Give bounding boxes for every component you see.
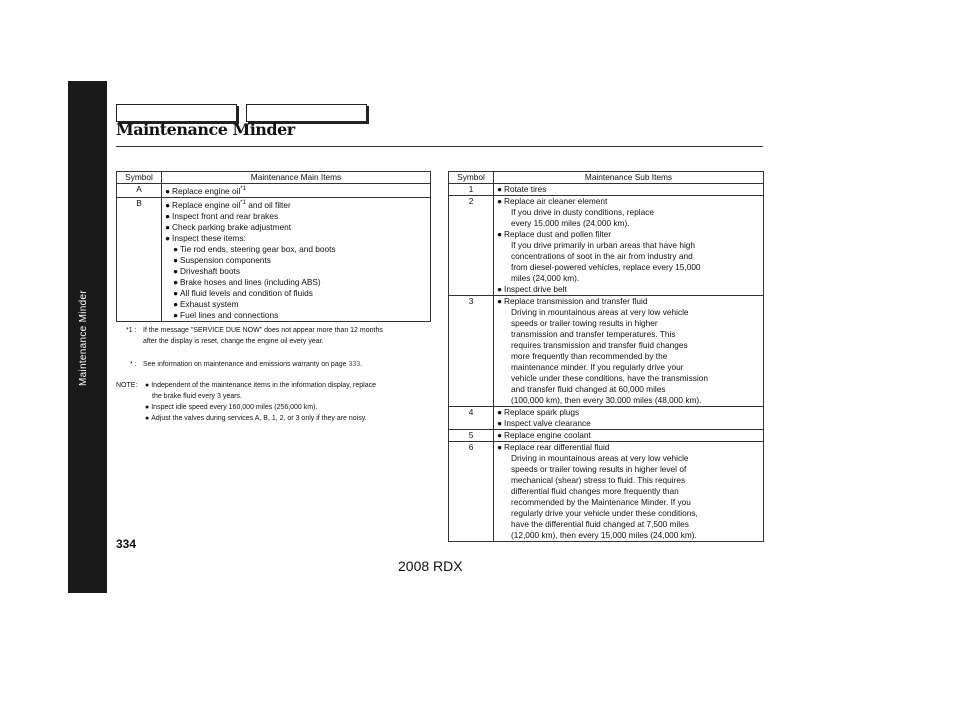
item-text: Replace engine coolant [504,430,591,440]
list-item [497,207,760,218]
sidebar-label: Maintenance Minder [78,290,89,387]
item-text: have the differential fluid changed at 7,500 miles [511,519,689,529]
symbol-cell: 5 [449,430,494,442]
footnote-1-continued: after the display is reset, change the engine oil every year. [143,338,324,345]
item-text: miles (24,000 km). [511,273,580,283]
item-text: requires transmission and transfer fluid changes [511,340,688,350]
bullet-icon: ● [145,382,150,389]
list-item [497,184,760,195]
items-cell [494,407,764,430]
item-text: Replace air cleaner element [504,196,608,206]
item-text: Replace engine oil [172,199,241,210]
item-text: concentrations of soot in the air from industry and [511,251,693,261]
item-text: Fuel lines and connections [180,309,279,320]
list-item [165,184,427,197]
column-header-sub-items: Maintenance Sub Items [494,172,764,184]
note-text: Inspect idle speed every 160,000 miles (256,000 km). [151,404,318,411]
column-header-symbol: Symbol [117,172,162,184]
list-item [497,273,760,284]
table-row [449,430,764,442]
item-text: Suspension components [180,254,271,265]
bullet-icon: ● [497,430,503,440]
item-text: If you drive in dusty conditions, replace [511,207,654,217]
note-item-3 [145,413,367,424]
list-item [497,262,760,273]
bullet-icon: ● [497,284,503,294]
bullet-icon: ● [497,196,503,206]
item-text: and transfer fluid changed at 60,000 miles [511,384,666,394]
bullet-icon: ● [173,265,179,276]
note-text: Adjust the valves during services A, B, 1, 2, or 3 only if they are noisy. [151,415,367,422]
item-text: Driveshaft boots [180,265,240,276]
item-text: speeds or trailer towing results in higher [511,318,658,328]
bullet-icon: ● [165,232,171,243]
list-item [165,233,427,244]
table-row [449,184,764,196]
item-text: Replace transmission and transfer fluid [504,296,648,306]
item-text: recommended by the Maintenance Minder. If you [511,497,691,507]
footnote-2-text: See information on maintenance and emissions warranty on page [143,361,349,368]
items-cell [162,184,431,198]
note-item-1 [145,380,376,391]
item-text: Inspect drive belt [504,284,567,294]
bullet-icon: ● [497,407,503,417]
list-item [497,296,760,307]
symbol-cell: 4 [449,407,494,430]
item-text: Replace rear differential fluid [504,442,610,452]
list-item [497,351,760,362]
page-number: 334 [116,537,137,551]
symbol-cell: 2 [449,196,494,296]
list-item [497,395,760,406]
item-text: more frequently than recommended by the [511,351,668,361]
page-title: Maintenance Minder [116,120,295,139]
footnote-2 [130,359,363,370]
main-items-table [116,171,431,322]
item-text: maintenance minder. If you regularly drive your [511,362,684,372]
bullet-icon: ● [173,309,179,320]
item-text: All fluid levels and condition of fluids [180,287,313,298]
list-item [497,196,760,207]
bullet-icon: ● [165,199,171,210]
item-text: Inspect these items: [172,232,246,243]
list-item [497,530,760,541]
bullet-icon: ● [173,287,179,298]
list-item [165,244,427,255]
table-row [449,196,764,296]
item-text: Brake hoses and lines (including ABS) [180,276,321,287]
sidebar-tab [68,81,107,593]
symbol-cell: A [117,184,162,198]
list-item [497,418,760,429]
bullet-icon: ● [173,298,179,309]
item-text: Inspect valve clearance [504,418,591,428]
items-cell [494,430,764,442]
list-item [497,497,760,508]
list-item [497,508,760,519]
symbol-cell: 6 [449,442,494,542]
list-item [497,318,760,329]
item-text: speeds or trailer towing results in higher level of [511,464,687,474]
items-cell [494,442,764,542]
list-item [497,284,760,295]
table-row [449,442,764,542]
item-text: (12,000 km), then every 15,000 miles (24,000 km). [511,530,697,540]
list-item [165,299,427,310]
list-item [497,240,760,251]
bullet-icon: ● [497,296,503,306]
bullet-icon: ● [497,442,503,452]
item-text: from diesel-powered vehicles, replace every 15,000 [511,262,701,272]
note-text: Independent of the maintenance items in the information display, replace [151,382,377,389]
bullet-icon: ● [145,404,150,411]
item-text: mechanical (shear) stress to fluid. This requires [511,475,686,485]
list-item [497,486,760,497]
list-item [497,218,760,229]
footnote-mark: *1 [240,186,246,192]
bullet-icon: ● [497,184,503,194]
list-item [497,407,760,418]
list-item [497,464,760,475]
bullet-icon: ● [165,210,171,221]
footnote-1 [126,325,383,336]
bullet-icon: ● [145,415,150,422]
footnote-text: If the message "SERVICE DUE NOW" does not appear more than 12 months [143,327,383,334]
symbol-cell: B [117,197,162,321]
items-cell [494,196,764,296]
item-text: Replace spark plugs [504,407,580,417]
list-item [497,430,760,441]
list-item [165,266,427,277]
item-text: Replace engine oil [172,185,241,196]
bullet-icon: ● [173,254,179,265]
item-text: Check parking brake adjustment [172,221,291,232]
list-item [165,288,427,299]
list-item [497,340,760,351]
footnote-mark: *1 [240,199,246,206]
bullet-icon: ● [497,418,503,428]
item-text: every 15,000 miles (24,000 km). [511,218,630,228]
symbol-cell: 3 [449,296,494,407]
column-header-main-items: Maintenance Main Items [162,172,431,184]
bullet-icon: ● [165,221,171,232]
item-text: Exhaust system [180,298,239,309]
footnote-2-end: . [360,361,363,368]
item-text: Replace dust and pollen filter [504,229,612,239]
item-text: Inspect front and rear brakes [172,210,279,221]
item-text: Driving in mountainous areas at very low vehicle [511,307,689,317]
footnote-marker: *1 : [126,327,137,334]
table-row [117,197,431,321]
bullet-icon: ● [173,243,179,254]
list-item [497,229,760,240]
list-item [497,384,760,395]
list-item [497,307,760,318]
note-item-1-continued: the brake fluid every 3 years. [152,393,242,400]
list-item [497,251,760,262]
symbol-cell: 1 [449,184,494,196]
title-divider [116,146,763,147]
note-item-2 [145,402,317,413]
column-header-symbol: Symbol [449,172,494,184]
item-text: Driving in mountainous areas at very low vehicle [511,453,689,463]
item-text: Tie rod ends, steering gear box, and boots [180,243,336,254]
list-item [165,277,427,288]
list-item [165,198,427,211]
item-text: If you drive primarily in urban areas that have high [511,240,696,250]
list-item [497,453,760,464]
items-cell [162,197,431,321]
note-label: NOTE: [116,382,138,389]
list-item [497,373,760,384]
table-row [117,184,431,198]
list-item [497,329,760,340]
table-row [449,407,764,430]
item-text: Rotate tires [504,184,547,194]
list-item [165,222,427,233]
item-text-suffix: and oil filter [245,199,291,210]
footnote-marker: * : [130,361,137,368]
list-item [497,475,760,486]
item-text: (100,000 km), then every 30,000 miles (48,000 km). [511,395,702,405]
item-text: differential fluid changes more frequently than [511,486,679,496]
item-text: vehicle under these conditions, have the transmission [511,373,708,383]
bullet-icon: ● [173,276,179,287]
item-text: transmission and transfer temperatures. This [511,329,676,339]
model-label: 2008 RDX [398,558,463,574]
table-row [449,296,764,407]
list-item [497,362,760,373]
items-cell [494,184,764,196]
item-text: regularly drive your vehicle under these conditions, [511,508,698,518]
list-item [497,519,760,530]
page-link-333[interactable]: 333 [348,361,361,368]
list-item [165,211,427,222]
list-item [165,310,427,321]
list-item [497,442,760,453]
items-cell [494,296,764,407]
bullet-icon: ● [497,229,503,239]
footnote-text [143,359,362,370]
sub-items-table [448,171,764,542]
list-item [165,255,427,266]
bullet-icon: ● [165,185,171,196]
